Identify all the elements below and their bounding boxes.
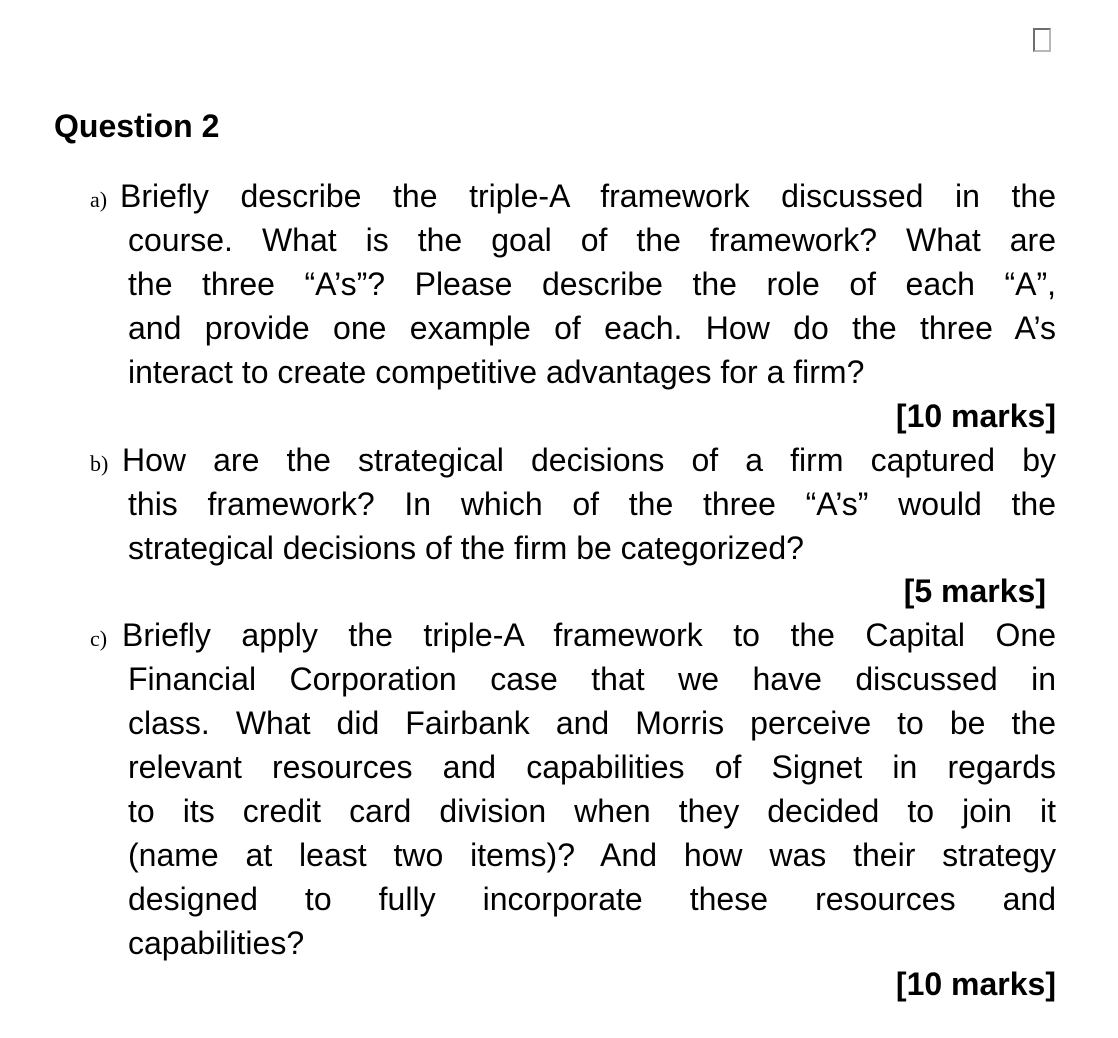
question-c xyxy=(90,613,1056,965)
question-c-line: designed to fully incorporate these resources and xyxy=(128,881,1056,917)
question-a-line: the three “A’s”? Please describe the role of each “A”, xyxy=(128,266,1056,302)
question-a-line: and provide one example of each. How do the three A’s xyxy=(128,310,1056,346)
question-a-marks: [10 marks] xyxy=(895,398,1056,434)
question-c-label: c) xyxy=(90,626,108,651)
question-a xyxy=(90,174,1056,394)
question-c-line: class. What did Fairbank and Morris perceive to be the xyxy=(128,705,1056,741)
question-c-line: Briefly apply the triple-A framework to the Capital One xyxy=(122,617,1056,653)
question-a-line: course. What is the goal of the framework? What are xyxy=(128,222,1056,258)
question-a-line: interact to create competitive advantages for a firm? xyxy=(128,354,865,390)
question-b-line: strategical decisions of the firm be categorized? xyxy=(128,530,804,566)
question-b-line: How are the strategical decisions of a firm captured by xyxy=(122,442,1056,478)
question-c-line: (name at least two items)? And how was their strategy xyxy=(128,837,1056,873)
empty-square-icon xyxy=(1033,28,1051,52)
question-c-marks: [10 marks] xyxy=(895,966,1056,1002)
question-b xyxy=(90,438,1056,570)
question-b-marks: [5 marks] xyxy=(903,573,1046,609)
question-c-line: to its credit card division when they decided to join it xyxy=(128,793,1056,829)
question-c-line: relevant resources and capabilities of Signet in regards xyxy=(128,749,1056,785)
question-a-label: a) xyxy=(90,187,108,212)
question-c-line: Financial Corporation case that we have discussed in xyxy=(128,661,1056,697)
question-b-label: b) xyxy=(90,451,109,476)
question-b-line: this framework? In which of the three “A’s” would the xyxy=(128,486,1056,522)
question-title: Question 2 xyxy=(54,108,220,144)
question-a-line: Briefly describe the triple-A framework discussed in the xyxy=(120,178,1056,214)
question-c-line: capabilities? xyxy=(128,925,305,961)
